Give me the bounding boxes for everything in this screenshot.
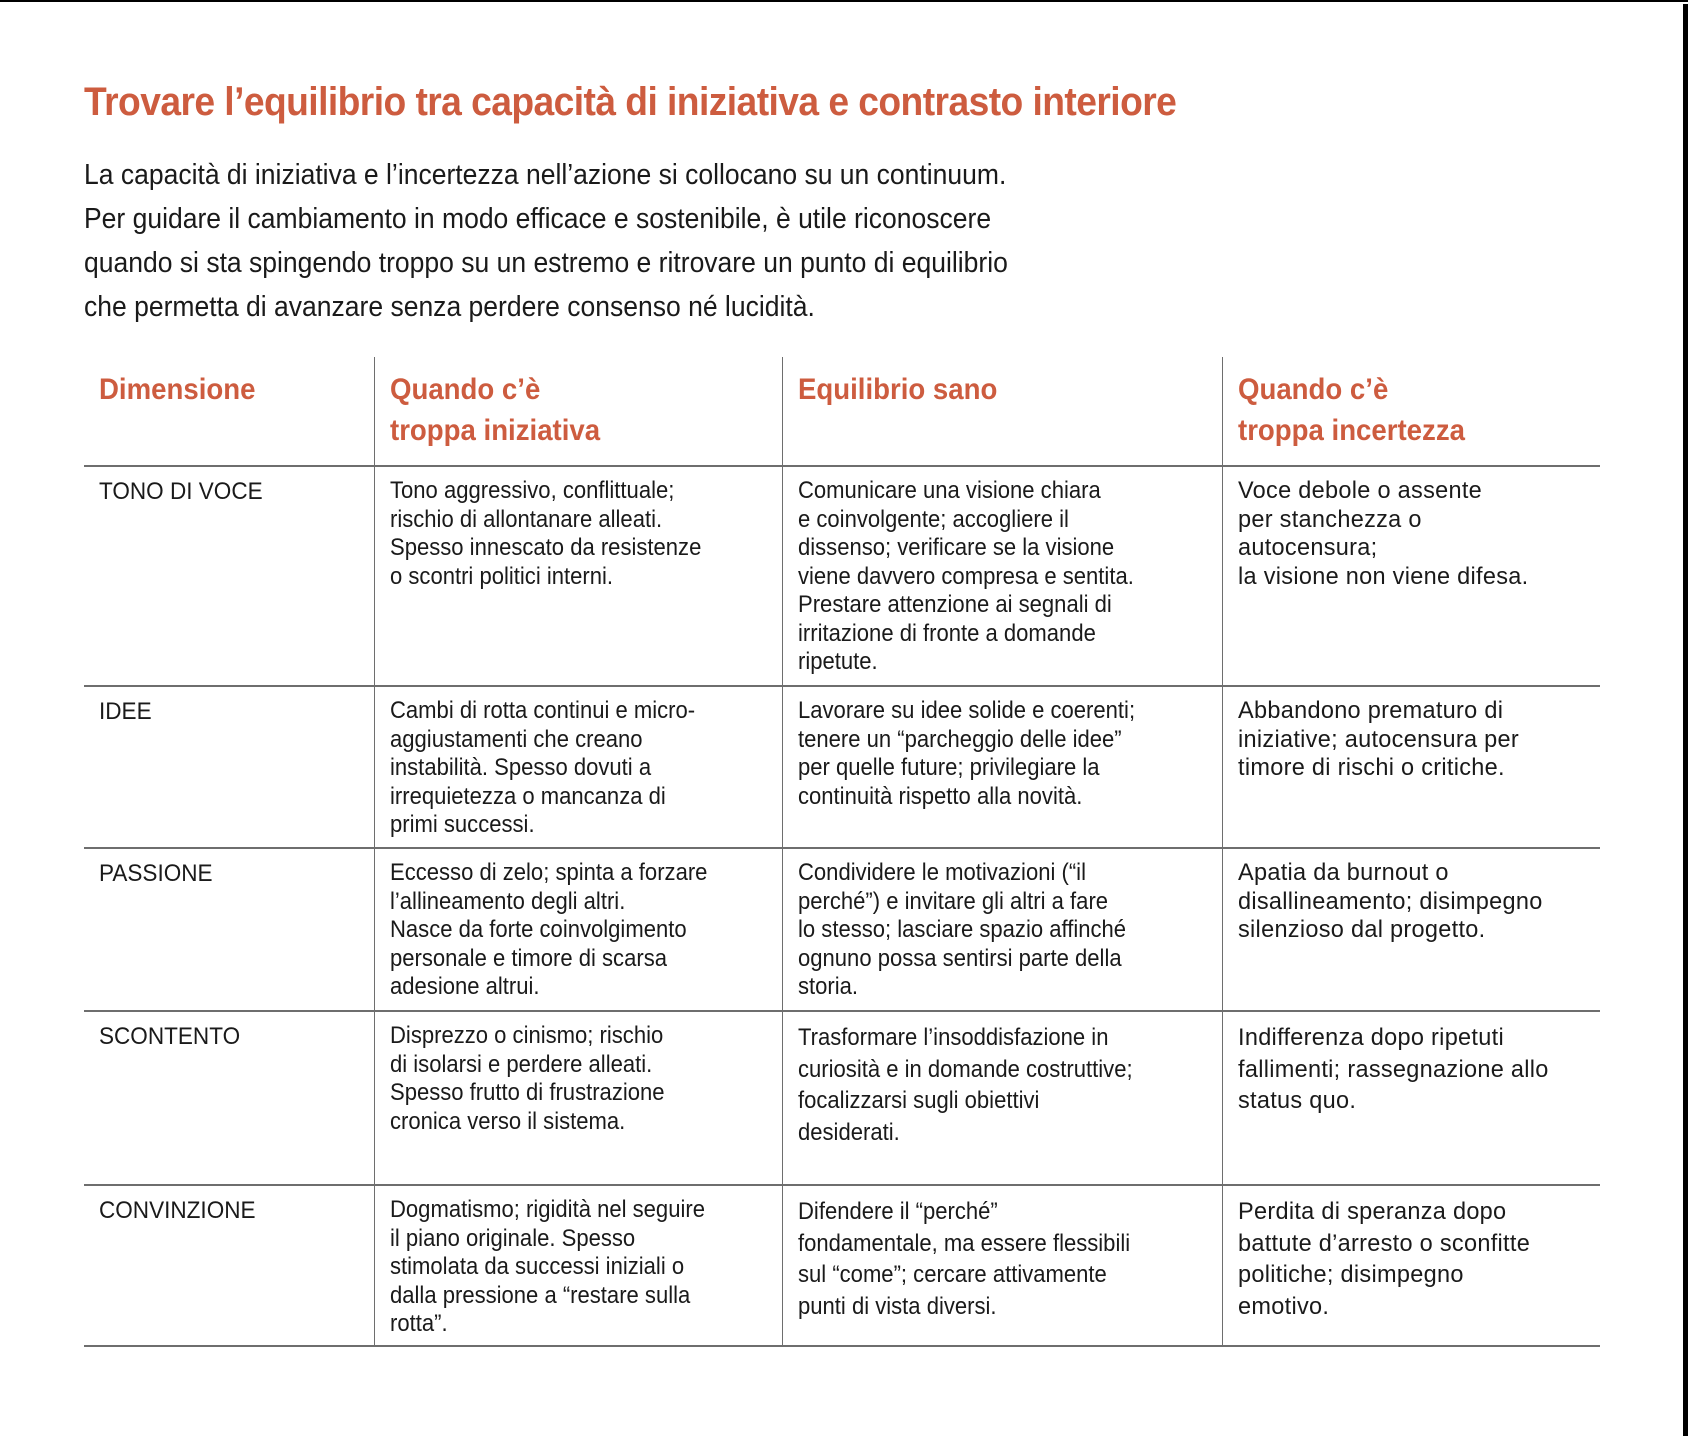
table-row bbox=[84, 847, 1600, 1010]
dimension-cell bbox=[84, 467, 374, 685]
cell-text: Disprezzo o cinismo; rischio di isolarsi e perdere alleati. Spesso frutto di frustrazione cronica verso il sistema. bbox=[390, 1022, 665, 1135]
dimension-label: IDEE bbox=[99, 698, 152, 725]
intro-line: che permetta di avanzare senza perdere consenso né lucidità. bbox=[84, 291, 815, 323]
cell-text: Eccesso di zelo; spinta a forzare l’allineamento degli altri. Nasce da forte coinvolgimento personale e timore di scarsa adesione altrui. bbox=[390, 859, 708, 1000]
header-label: Quando c’è troppa iniziativa bbox=[390, 373, 601, 447]
cell-text: Perdita di speranza dopo battute d’arresto o sconfitte politiche; disimpegno emotivo. bbox=[1238, 1198, 1531, 1320]
cell-text: Tono aggressivo, conflittuale; rischio di allontanare alleati. Spesso innescato da resistenze o scontri politici interni. bbox=[390, 477, 702, 590]
dimension-cell bbox=[84, 1186, 374, 1345]
uncertainty-cell bbox=[1222, 467, 1600, 685]
frame-border-right bbox=[1683, 4, 1688, 1436]
uncertainty-cell bbox=[1222, 849, 1600, 1010]
cell-text: Voce debole o assente per stanchezza o autocensura; la visione non viene difesa. bbox=[1238, 477, 1529, 590]
cell-text: Dogmatismo; rigidità nel seguire il piano originale. Spesso stimolata da successi iniziali o dalla pressione a “restare sulla rotta”. bbox=[390, 1196, 705, 1337]
intro-line: Per guidare il cambiamento in modo efficace e sostenibile, è utile riconoscere bbox=[84, 203, 992, 235]
cell-text: Comunicare una visione chiara e coinvolgente; accogliere il dissenso; verificare se la visione viene davvero compresa e sentita. Prestare attenzione ai segnali di irritazione di fronte a domande ripetute. bbox=[798, 477, 1134, 675]
balance-cell bbox=[782, 1186, 1222, 1345]
table-row bbox=[84, 465, 1600, 685]
header-cell-too-much-initiative bbox=[374, 357, 782, 465]
initiative-cell bbox=[374, 849, 782, 1010]
dimension-label: SCONTENTO bbox=[99, 1023, 241, 1050]
cell-text: Indifferenza dopo ripetuti fallimenti; rassegnazione allo status quo. bbox=[1238, 1024, 1549, 1114]
uncertainty-cell bbox=[1222, 1186, 1600, 1345]
dimension-cell bbox=[84, 1012, 374, 1184]
dimension-cell bbox=[84, 849, 374, 1010]
initiative-cell bbox=[374, 1012, 782, 1184]
intro-paragraph bbox=[84, 153, 1384, 329]
cell-text: Condividere le motivazioni (“il perché”) e invitare gli altri a fare lo stesso; lasciare spazio affinché ognuno possa sentirsi parte della storia. bbox=[798, 859, 1127, 1000]
balance-table bbox=[84, 357, 1600, 1347]
table-header-row bbox=[84, 357, 1600, 465]
dimension-label: PASSIONE bbox=[99, 860, 213, 887]
header-label: Dimensione bbox=[99, 373, 256, 406]
header-cell-healthy-balance bbox=[782, 357, 1222, 465]
table-row bbox=[84, 685, 1600, 847]
initiative-cell bbox=[374, 687, 782, 847]
cell-text: Apatia da burnout o disallineamento; disimpegno silenzioso dal progetto. bbox=[1238, 859, 1543, 943]
balance-cell bbox=[782, 849, 1222, 1010]
dimension-label: CONVINZIONE bbox=[99, 1197, 256, 1224]
table-row bbox=[84, 1010, 1600, 1184]
table-row bbox=[84, 1184, 1600, 1347]
cell-text: Difendere il “perché” fondamentale, ma essere flessibili sul “come”; cercare attivamente punti di vista diversi. bbox=[798, 1198, 1131, 1320]
balance-cell bbox=[782, 1012, 1222, 1184]
cell-text: Trasformare l’insoddisfazione in curiosità e in domande costruttive; focalizzarsi sugli obiettivi desiderati. bbox=[798, 1024, 1133, 1146]
uncertainty-cell bbox=[1222, 687, 1600, 847]
uncertainty-cell bbox=[1222, 1012, 1600, 1184]
balance-cell bbox=[782, 467, 1222, 685]
intro-line: quando si sta spingendo troppo su un estremo e ritrovare un punto di equilibrio bbox=[84, 247, 1008, 279]
frame-border-top bbox=[0, 0, 1688, 2]
intro-line: La capacità di iniziativa e l’incertezza nell’azione si collocano su un continuum. bbox=[84, 159, 1007, 191]
header-label: Equilibrio sano bbox=[798, 373, 998, 406]
cell-text: Cambi di rotta continui e micro- aggiustamenti che creano instabilità. Spesso dovuti a irrequietezza o mancanza di primi successi. bbox=[390, 697, 696, 838]
header-cell-dimension bbox=[84, 357, 374, 465]
balance-cell bbox=[782, 687, 1222, 847]
page-title: Trovare l’equilibrio tra capacità di iniziativa e contrasto interiore bbox=[84, 80, 1177, 124]
header-label: Quando c’è troppa incertezza bbox=[1238, 373, 1465, 447]
initiative-cell bbox=[374, 467, 782, 685]
header-cell-too-much-uncertainty bbox=[1222, 357, 1600, 465]
cell-text: Lavorare su idee solide e coerenti; tenere un “parcheggio delle idee” per quelle future; privilegiare la continuità rispetto alla novità. bbox=[798, 697, 1136, 810]
dimension-cell bbox=[84, 687, 374, 847]
dimension-label: TONO DI VOCE bbox=[99, 478, 263, 505]
cell-text: Abbandono prematuro di iniziative; autocensura per timore di rischi o critiche. bbox=[1238, 697, 1520, 781]
initiative-cell bbox=[374, 1186, 782, 1345]
